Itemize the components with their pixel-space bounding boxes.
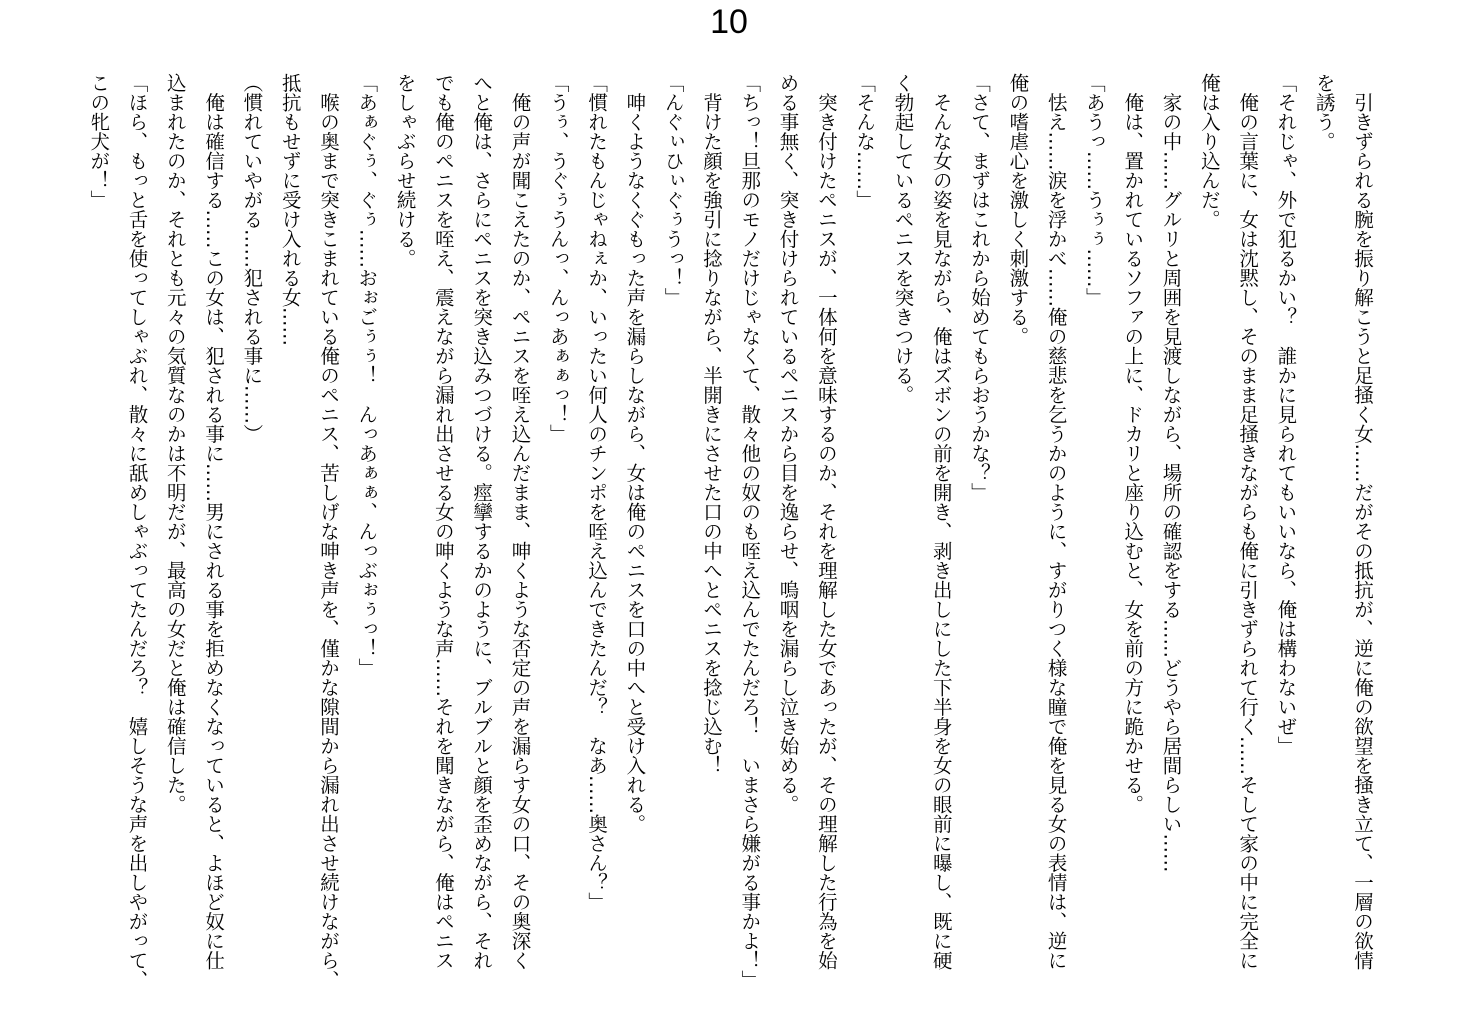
paragraph [768,73,845,973]
text-line: 怯え……涙を浮かべ……俺の慈悲を乞うかのように、すがりつく様な瞳で俺を見る女の表情は、逆に [1044,73,1068,970]
text-line: 「そんな……」 [853,73,877,210]
text-line: 「ほら、もっと舌を使ってしゃぶれ、散々に舐めしゃぶってたんだろ？ 嬉しそうな声を出しやがって、 [125,73,149,990]
text-line: 俺の言葉に、女は沈黙し、そのまま足掻きながらも俺に引きずられて行く……そして家の中に完全に [1236,73,1260,970]
text-line: 「うぅ、うぐぅうんっ、んっあぁぁっ！」 [546,73,570,444]
text-line: 俺は確信する……この女は、犯される事に……男にされる事を拒めなくなっていると、よほど奴に仕 [202,73,226,970]
text-line: をしゃぶらせ続ける。 [393,73,417,268]
text-line: 背けた顔を強引に捻りながら、半開きにさせた口の中へとペニスを捻じ込む！ [699,73,723,775]
text-line: そんな女の姿を見ながら、俺はズボンの前を開き、剥き出しにした下半身を女の眼前に曝し、既に硬 [929,73,953,970]
text-line: この牝犬が！」 [87,73,111,210]
paragraph [385,73,538,973]
text-line: く勃起しているペニスを突きつける。 [891,73,915,405]
paragraph [615,73,653,973]
text-line: 俺の声が聞こえたのか、ペニスを咥え込んだまま、呻くような否定の声を漏らす女の口、その奥深く [508,73,532,970]
text-line: 俺の嗜虐心を激しく刺激する。 [1006,73,1030,346]
dialogue-paragraph [730,73,768,990]
inner-thought-paragraph [232,73,270,973]
dialogue-paragraph [845,73,883,973]
text-line: 「それじゃ、外で犯るかい？ 誰かに見られてもいいなら、俺は構わないぜ」 [1274,73,1298,756]
paragraph [998,73,1075,973]
dialogue-paragraph [960,73,998,973]
paragraph [1151,73,1189,973]
dialogue-paragraph [577,73,615,973]
text-line: 抵抗もせずに受け入れる女…… [278,73,302,346]
text-line: 「さて、まずはこれから始めてもらおうかな？」 [968,73,992,502]
text-line: 「んぐぃひぃぐぅうっ！」 [661,73,685,307]
paragraph [1190,73,1267,973]
dialogue-paragraph [653,73,691,973]
text-line: 家の中……グルリと周囲を見渡しながら、場所の確認をする……どうやら居間らしい…… [1159,73,1183,873]
text-line: 込まれたのか、それとも元々の気質なのかは不明だが、最高の女だと俺は確信した。 [163,73,187,814]
text-line: 引きずられる腕を振り解こうと足掻く女……だがその抵抗が、逆に俺の欲望を掻き立て、一層の欲情 [1351,73,1374,970]
text-line: 「あぁぐぅ、ぐぅ……おぉごぅぅ！ んっあぁぁ、んっぶぉぅっ！」 [355,73,379,678]
text-line: める事無く、突き付けられているペニスから目を逸らせ、嗚咽を漏らし泣き始める。 [776,73,800,814]
dialogue-paragraph [347,73,385,973]
text-line: 突き付けたペニスが、一体何を意味するのか、それを理解した女であったが、その理解した行為を始 [814,73,838,970]
paragraph [1113,73,1151,973]
paragraph [883,73,960,973]
page-number: 10 [710,3,748,41]
text-line: 喉の奥まで突きこまれている俺のペニス、苦しげな呻き声を、僅かな隙間から漏れ出させ続けながら、 [316,73,340,990]
text-line: 俺は入り込んだ。 [1197,73,1221,229]
text-line: 「ちっ！旦那のモノだけじゃなくて、散々他の奴のも咥え込んでたんだろ！ いまさら嫌がる事かよ！」 [738,73,762,990]
paragraph [692,73,730,973]
paragraph [270,73,347,990]
text-line: 「慣れたもんじゃねぇか、いったい何人のチンポを咥え込んできたんだ？ なあ……奥さん？」 [585,73,609,912]
text-line: へと俺は、さらにペニスを突き込みつづける。痙攣するかのように、ブルブルと顔を歪めながら、それ [470,73,494,970]
dialogue-paragraph [538,73,576,973]
dialogue-paragraph [1075,73,1113,973]
paragraph [1304,73,1381,973]
text-line: 俺は、置かれているソファの上に、ドカリと座り込むと、女を前の方に跪かせる。 [1121,73,1145,814]
dialogue-paragraph [79,73,156,990]
text-line: 「あうっ……うぅぅ……」 [1082,73,1106,307]
text-line: （慣れていやがる……犯される事に……） [240,73,264,444]
paragraph [156,73,233,973]
text-line: を誘う。 [1312,73,1336,151]
text-line: でも俺のペニスを咥え、震えながら漏れ出させる女の呻くような声……それを聞きながら、俺はペニス [431,73,455,970]
text-line: 呻くようなくぐもった声を漏らしながら、女は俺のペニスを口の中へと受け入れる。 [623,73,647,834]
dialogue-paragraph [1266,73,1304,973]
vertical-text-body [79,73,1381,990]
